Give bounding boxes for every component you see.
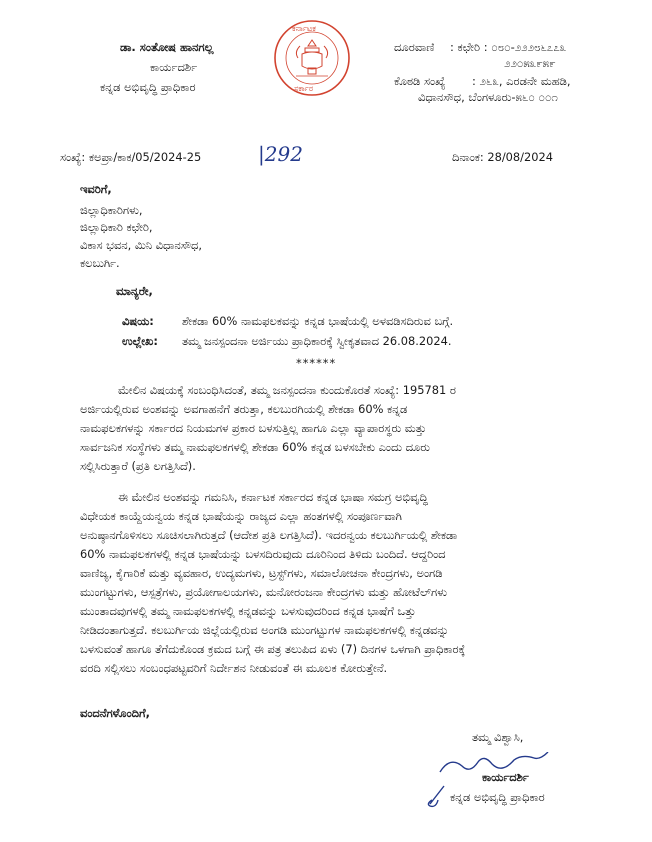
- closing: ವಂದನೆಗಳೊಂದಿಗೆ,: [80, 706, 150, 720]
- sender-designation: ಕಾರ್ಯದರ್ಶಿ: [150, 60, 198, 74]
- paragraph1-line: ಅರ್ಜಿಯಲ್ಲಿರುವ ಅಂಶವನ್ನು ಅವಗಾಹನೆಗೆ ತರುತ್ತಾ, ಕಲಬುರಗಿಯಲ್ಲಿ ಶೇಕಡಾ 60% ಕನ್ನಡ: [80, 402, 408, 416]
- reference-label: ಉಲ್ಲೇಖ:: [122, 334, 158, 348]
- sender-name: ಡಾ. ಸಂತೋಷ ಹಾನಗಲ್ಲ: [120, 40, 214, 54]
- reference-date: ದಿನಾಂಕ: 28/08/2024: [452, 150, 553, 164]
- reference-number: ಸಂಖ್ಯೆ: ಕಅಪ್ರಾ/ಕಾಕ/05/2024-25: [60, 150, 202, 164]
- reference-text: ತಮ್ಮ ಜನಸ್ಪಂದನಾ ಅರ್ಜಿಯು ಪ್ರಾಧಿಕಾರಕ್ಕೆ ಸ್ವೀಕೃತವಾದ 26.08.2024.: [182, 334, 452, 348]
- recipient-line: ವಿಕಾಸ ಭವನ, ಮಿನಿ ವಿಧಾನಸೌಧ,: [80, 238, 202, 252]
- separator: ******: [296, 356, 337, 370]
- recipient-line: ಜಿಲ್ಲಾಧಿಕಾರಿಗಳು,: [80, 203, 143, 217]
- room-label: ಕೊಠಡಿ ಸಂಖ್ಯೆ: [394, 74, 446, 88]
- paragraph1-line: ನಾಮಫಲಕಗಳನ್ನು ಸರ್ಕಾರದ ನಿಯಮಗಳ ಪ್ರಕಾರ ಬಳಸುತ್ತಿಲ್ಲ ಹಾಗೂ ಎಲ್ಲಾ ವ್ಯಾಪಾರಸ್ಥರು ಮತ್ತು: [80, 421, 427, 435]
- paragraph2-line: 60% ನಾಮಫಲಕಗಳಲ್ಲಿ ಕನ್ನಡ ಭಾಷೆಯನ್ನು ಬಳಸದಿರುವುದು ದೂರಿನಿಂದ ತಿಳಿದು ಬಂದಿದೆ. ಆದ್ದರಿಂದ: [80, 547, 446, 561]
- paragraph2-line: ಮುಂತಾದವುಗಳಲ್ಲಿ ತಮ್ಮ ನಾಮಫಲಕಗಳಲ್ಲಿ ಕನ್ನಡವನ್ನು ಬಳಸುವುದರಿಂದ ಕನ್ನಡ ಭಾಷೆಗೆ ಒತ್ತು: [80, 604, 416, 618]
- room-line1: : ೨೬೩, ಎರಡನೇ ಮಹಡಿ,: [472, 74, 571, 88]
- paragraph2-line: ವಿಧೇಯಕ ಕಾಯ್ದೆಯನ್ವಯ ಕನ್ನಡ ಭಾಷೆಯನ್ನು ರಾಜ್ಯದ ಎಲ್ಲಾ ಹಂತಗಳಲ್ಲಿ ಸಂಪೂರ್ಣವಾಗಿ: [80, 509, 402, 523]
- sender-office: ಕನ್ನಡ ಅಭಿವೃದ್ಧಿ ಪ್ರಾಧಿಕಾರ: [100, 80, 196, 94]
- phone-label: ದೂರವಾಣಿ: [394, 40, 435, 54]
- recipient-line: ಕಲಬುರ್ಗಿ.: [80, 256, 120, 270]
- yours-faithfully: ತಮ್ಮ ವಿಶ್ವಾಸಿ,: [472, 730, 524, 744]
- salutation: ಮಾನ್ಯರೇ,: [116, 284, 153, 298]
- paragraph2-line: ಬಳಸುವಂತೆ ಹಾಗೂ ತೆಗೆದುಕೊಂಡ ಕ್ರಮದ ಬಗ್ಗೆ ಈ ಪತ್ರ ತಲುಪಿದ ಏಳು (7) ದಿನಗಳ ಒಳಗಾಗಿ ಪ್ರಾಧಿಕಾರಕ್ಕೆ: [80, 642, 466, 656]
- paragraph2-line: ಈ ಮೇಲಿನ ಅಂಶವನ್ನು ಗಮನಿಸಿ, ಕರ್ನಾಟಕ ಸರ್ಕಾರದ ಕನ್ನಡ ಭಾಷಾ ಸಮಗ್ರ ಅಭಿವೃದ್ಧಿ: [118, 490, 428, 504]
- room-line2: ವಿಧಾನಸೌಧ, ಬೆಂಗಳೂರು-೫೬೦ ೦೦೧: [418, 90, 558, 104]
- paragraph1-line: ಸಾರ್ವಜನಿಕ ಸಂಸ್ಥೆಗಳು ತಮ್ಮ ನಾಮಫಲಕಗಳಲ್ಲಿ ಶೇಕಡಾ 60% ಕನ್ನಡ ಬಳಸಬೇಕು ಎಂದು ದೂರು: [80, 440, 430, 454]
- subject-text: ಶೇಕಡಾ 60% ನಾಮಫಲಕವನ್ನು ಕನ್ನಡ ಭಾಷೆಯಲ್ಲಿ ಅಳವಡಿಸದಿರುವ ಬಗ್ಗೆ.: [182, 314, 454, 328]
- handwritten-number: |292: [258, 142, 303, 166]
- recipient-line: ಜಿಲ್ಲಾಧಿಕಾರಿ ಕಛೇರಿ,: [80, 220, 153, 234]
- paragraph1-line: ಮೇಲಿನ ವಿಷಯಕ್ಕೆ ಸಂಬಂಧಿಸಿದಂತೆ, ತಮ್ಮ ಜನಸ್ಪಂದನಾ ಕುಂದುಕೊರತೆ ಸಂಖ್ಯೆ: 195781 ರ: [118, 383, 456, 397]
- seal-top-text: ಕರ್ನಾಟಕ: [292, 24, 316, 33]
- paragraph2-line: ಅನುಷ್ಠಾನಗೊಳಿಸಲು ಸೂಚಿಸಲಾಗಿರುತ್ತದೆ (ಆದೇಶ ಪ್ರತಿ ಲಗತ್ತಿಸಿದೆ). ಇದರನ್ವಯ ಕಲಬುರ್ಗಿಯಲ್ಲಿ ಶೇಕಡಾ: [80, 528, 458, 542]
- signoff-designation: ಕಾರ್ಯದರ್ಶಿ: [482, 770, 529, 784]
- phone-line1: : ಕಛೇರಿ : ೦೮೦-೨೨೨೮೬೭೭೩: [450, 40, 567, 54]
- subject-label: ವಿಷಯ:: [122, 314, 154, 328]
- recipient-to: ಇವರಿಗೆ,: [80, 182, 112, 196]
- paragraph2-line: ವಾಣಿಜ್ಯ, ಕೈಗಾರಿಕೆ ಮತ್ತು ವ್ಯವಹಾರ, ಉದ್ಯಮಗಳು, ಟ್ರಸ್ಟ್‌ಗಳು, ಸಮಾಲೋಚನಾ ಕೇಂದ್ರಗಳು, ಅಂಗಡಿ: [80, 566, 443, 580]
- initials-mark-icon: [424, 784, 450, 808]
- signoff-office: ಕನ್ನಡ ಅಭಿವೃದ್ಧಿ ಪ್ರಾಧಿಕಾರ: [450, 790, 545, 804]
- paragraph2-line: ವರದಿ ಸಲ್ಲಿಸಲು ಸಂಬಂಧಪಟ್ಟವರಿಗೆ ನಿರ್ದೇಶನ ನೀಡುವಂತೆ ಈ ಮೂಲಕ ಕೋರುತ್ತೇನೆ.: [80, 661, 388, 675]
- paragraph2-line: ಮುಂಗಟ್ಟುಗಳು, ಆಸ್ಪತ್ರೆಗಳು, ಪ್ರಯೋಗಾಲಯಗಳು, ಮನೋರಂಜನಾ ಕೇಂದ್ರಗಳು ಮತ್ತು ಹೋಟೆಲ್‌ಗಳು: [80, 585, 448, 599]
- seal-bottom-text: ಸರ್ಕಾರ: [294, 84, 314, 93]
- phone-line2: ೨೨೦೫೩೯೫೯: [504, 56, 556, 70]
- paragraph2-line: ನೀಡಿದಂತಾಗುತ್ತದೆ. ಕಲಬುರ್ಗಿಯ ಜಿಲ್ಲೆಯಲ್ಲಿರುವ ಅಂಗಡಿ ಮುಂಗಟ್ಟುಗಳ ನಾಮಫಲಕಗಳಲ್ಲಿ ಕನ್ನಡವನ್ನು: [80, 623, 449, 637]
- paragraph1-line: ಸಲ್ಲಿಸಿರುತ್ತಾರೆ (ಪ್ರತಿ ಲಗತ್ತಿಸಿದೆ).: [80, 459, 196, 473]
